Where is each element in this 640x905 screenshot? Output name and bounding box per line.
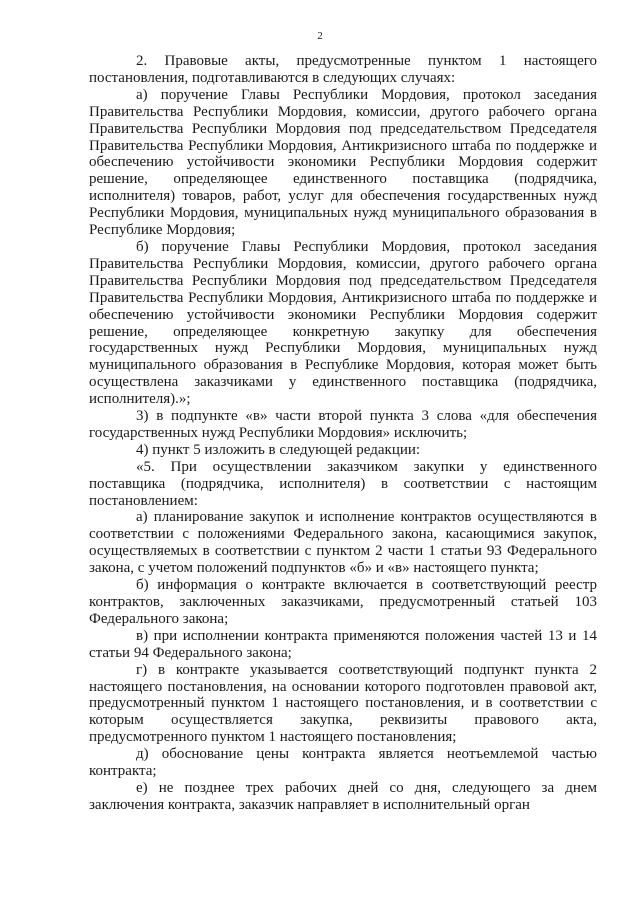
paragraph-5-subitem-g: г) в контракте указывается соответствующий подпункт пункта 2 настоящего постановления, на основании которого подготовлен правовой акт, предусмотренный пунктом 1 настоящего постановления, и в соответствии с которым осуществляется закупка, реквизиты правового акта, предусмотренного пунктом 1 настоящего постановления; bbox=[89, 661, 597, 746]
paragraph-item-3: 3) в подпункте «в» части второй пункта 3 слова «для обеспечения государственных нужд Республики Мордовия» исключить; bbox=[89, 408, 597, 441]
paragraph-5-subitem-d: д) обоснование цены контракта является неотъемлемой частью контракта; bbox=[89, 746, 597, 780]
paragraph-item-4: 4) пункт 5 изложить в следующей редакции: bbox=[136, 441, 421, 458]
document-body bbox=[89, 53, 597, 814]
paragraph-5-subitem-e: е) не позднее трех рабочих дней со дня, следующего за днем заключения контракта, заказчик направляет в исполнительный орган bbox=[89, 779, 597, 813]
paragraph-subitem-b: б) поручение Главы Республики Мордовия, протокол заседания Правительства Республики Мордовия, комиссии, другого рабочего органа Правительства Республики Мордовия под председательством Председателя Правительства Республики Мордовия, Антикризисного штаба по поддержке и обеспечению устойчивости экономики Республики Мордовия содержит решение, определяющее конкретную закупку для обеспечения государственных нужд Республики Мордовия, муниципальных нужд муниципального образования в Республике Мордовия, которая может быть осуществлена заказчиками у единственного поставщика (подрядчика, исполнителя).»; bbox=[89, 238, 597, 408]
page-number: 2 bbox=[317, 30, 323, 42]
paragraph-5-subitem-v: в) при исполнении контракта применяются положения частей 13 и 14 статьи 94 Федерального закона; bbox=[89, 627, 597, 661]
paragraph-item-5: «5. При осуществлении заказчиком закупки у единственного поставщика (подрядчика, исполнителя) в соответствии с настоящим постановлением: bbox=[89, 458, 597, 509]
paragraph-subitem-a: а) поручение Главы Республики Мордовия, протокол заседания Правительства Республики Мордовия, комиссии, другого рабочего органа Правительства Республики Мордовия под председательством Председателя Правительства Республики Мордовия, Антикризисного штаба по поддержке и обеспечению устойчивости экономики Республики Мордовия содержит решение, определяющее единственного поставщика (подрядчика, исполнителя) товаров, работ, услуг для обеспечения государственных нужд Республики Мордовия, муниципальных нужд муниципального образования в Республике Мордовия; bbox=[89, 86, 597, 239]
paragraph-5-subitem-b: б) информация о контракте включается в соответствующий реестр контрактов, заключенных заказчиками, предусмотренный статьей 103 Федерального закона; bbox=[89, 577, 597, 627]
paragraph-5-subitem-a: а) планирование закупок и исполнение контрактов осуществляются в соответствии с положениями Федерального закона, касающимися закупок, осуществляемых в соответствии с пунктом 2 части 1 статьи 93 Федерального закона, с учетом положений подпунктов «б» и «в» настоящего пункта; bbox=[89, 509, 597, 577]
paragraph-item-2: 2. Правовые акты, предусмотренные пунктом 1 настоящего постановления, подготавливаются в следующих случаях: bbox=[89, 53, 597, 86]
